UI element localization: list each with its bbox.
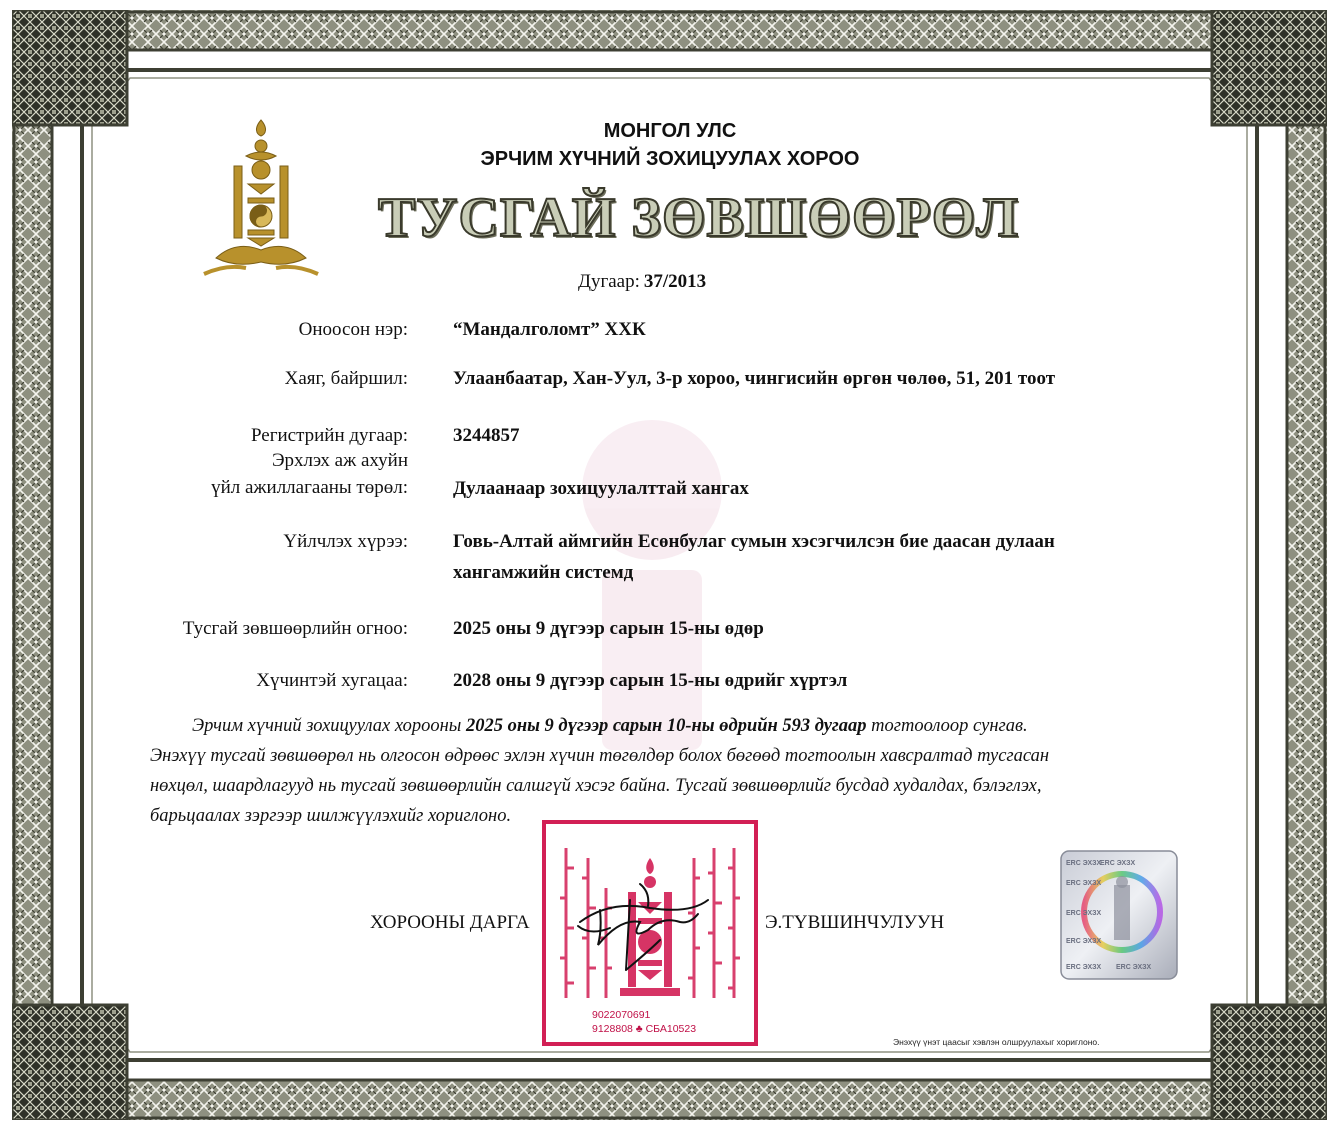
document-number-label: Дугаар: [578,271,640,292]
activity-type-label-line2: үйл ажиллагааны төрөл: [211,477,408,498]
hologram-sticker [1060,850,1178,980]
signatory-role: ХОРООНЫ ДАРГА [370,912,530,933]
note-line-3: нөхцөл, шаардлагууд нь тусгай зөвшөөрлийн салшгүй хэсэг байна. Тусгай зөвшөөрлийг бусдад худалдах, бэлэглэх, [150,776,1042,796]
company-name-label: Оноосон нэр: [298,319,408,340]
activity-type-label-line1: Эрхлэх аж ахуйн [271,450,408,471]
seal-number-2: 9128808 ♣ СБА10523 [592,1023,697,1035]
service-area-value-line2: хангамжийн системд [453,562,634,583]
service-area-label: Үйлчлэх хүрээ: [283,531,408,552]
registration-number-value: 3244857 [453,425,520,446]
document-number-value: 37/2013 [643,271,707,292]
note-line-1: Эрчим хүчний зохицуулах хорооны 2025 оны 9 дүгээр сарын 10-ны өдрийн 593 дугаар тогтоолоор сунгав. [192,716,1028,736]
footer-copy-warning: Энэхүү үнэт цаасыг хэвлэн олшруулахыг хориглоно. [893,1037,1100,1047]
license-date-value: 2025 оны 9 дүгээр сарын 15-ны өдөр [453,618,764,639]
handwritten-signature [570,870,720,980]
hologram-text-4: ERC ЭХЗХ [1066,910,1102,917]
company-name-value: “Мандалголомт” ХХК [453,319,646,340]
soyombo-emblem-icon [196,118,326,278]
license-date-label: Тусгай зөвшөөрлийн огноо: [182,618,408,639]
hologram-text-1: ERC ЭХЗХ [1066,860,1102,867]
document-title: ТУСГАЙ ЗӨВШӨӨРӨЛ [378,187,1019,249]
registration-number-label: Регистрийн дугаар: [250,425,408,446]
resolution-reference: 2025 оны 9 дүгээр сарын 10-ны өдрийн 593 дугаар [465,716,867,736]
note-line-4: барьцаалах зэргээр шилжүүлэхийг хориглоно. [150,806,512,826]
signatory-name: Э.ТҮВШИНЧУЛУУН [765,912,945,933]
hologram-text-5: ERC ЭХЗХ [1066,938,1102,945]
address-label: Хаяг, байршил: [284,368,408,389]
validity-period-value: 2028 оны 9 дүгээр сарын 15-ны өдрийг хүртэл [453,670,848,691]
note-line-2: Энэхүү тусгай зөвшөөрөл нь олгосон өдрөөс эхлэн хүчин төгөлдөр болох бөгөөд тогтоолын хавсралтад тусгасан [150,746,1050,766]
resolution-note [150,711,1200,831]
hologram-text-3: ERC ЭХЗХ [1066,880,1102,887]
service-area-value-line1: Говь-Алтай аймгийн Есөнбулаг сумын хэсэгчилсэн бие даасан дулаан [453,531,1055,552]
activity-type-value: Дулаанаар зохицуулалттай хангах [453,478,749,499]
address-value: Улаанбаатар, Хан-Уул, 3-р хороо, чингисийн өргөн чөлөө, 51, 201 тоот [453,368,1056,389]
hologram-text-2: ERC ЭХЗХ [1100,860,1136,867]
seal-number-1: 9022070691 [592,1009,651,1021]
hologram-text-7: ERC ЭХЗХ [1116,964,1152,971]
country-name: МОНГОЛ УЛС [603,120,737,142]
organization-name: ЭРЧИМ ХҮЧНИЙ ЗОХИЦУУЛАХ ХОРОО [480,148,860,170]
validity-period-label: Хүчинтэй хугацаа: [256,670,408,691]
document-number [578,270,706,294]
hologram-text-6: ERC ЭХЗХ [1066,964,1102,971]
